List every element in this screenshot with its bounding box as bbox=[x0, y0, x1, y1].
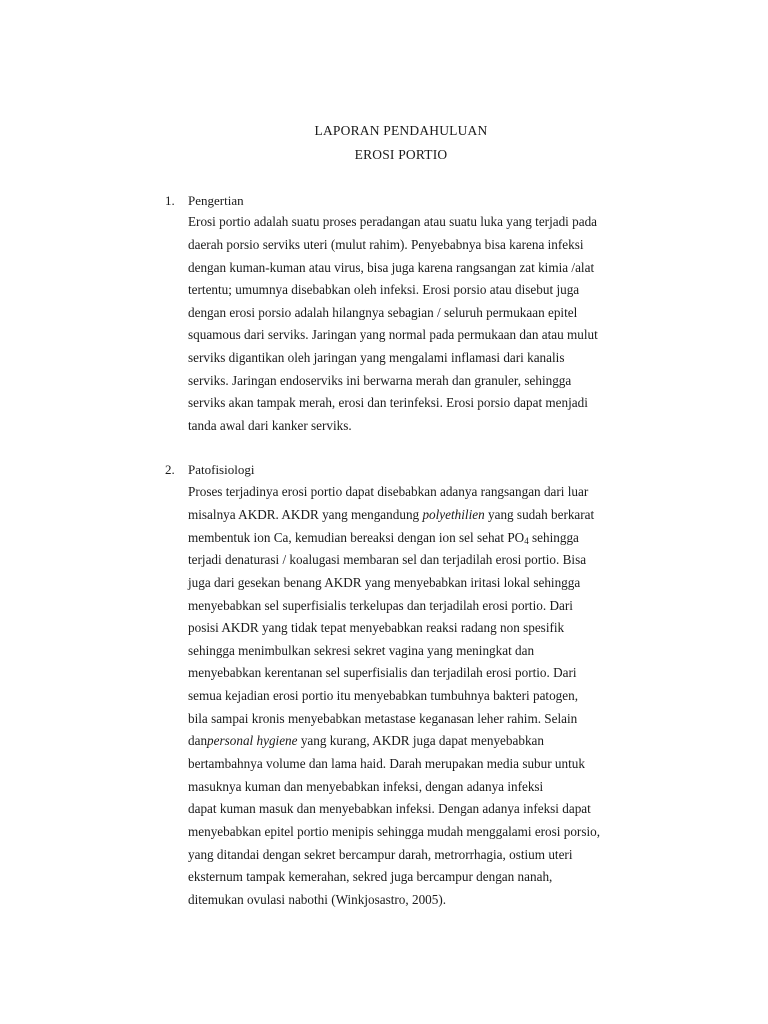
paragraph-line bbox=[188, 507, 594, 523]
paragraph-line: sehingga menimbulkan sekresi sekret vagina yang meningkat dan bbox=[188, 643, 535, 658]
paragraph-line: Proses terjadinya erosi portio dapat disebabkan adanya rangsangan dari luar bbox=[188, 484, 589, 499]
paragraph-line: semua kejadian erosi portio itu menyebabkan tumbuhnya bakteri patogen, bbox=[188, 688, 579, 703]
paragraph-line: eksternum tampak kemerahan, sekred juga bercampur dengan nanah, bbox=[188, 869, 553, 884]
paragraph-line: ditemukan ovulasi nabothi (Winkjosastro, 2005). bbox=[188, 892, 447, 907]
paragraph-line: posisi AKDR yang tidak tepat menyebabkan reaksi radang non spesifik bbox=[188, 620, 565, 635]
paragraph-line: bertambahnya volume dan lama haid. Darah merupakan media subur untuk bbox=[188, 756, 585, 771]
paragraph-line: bila sampai kronis menyebabkan metastase keganasan leher rahim. Selain bbox=[188, 711, 578, 726]
text-run: yang sudah berkarat bbox=[484, 507, 595, 522]
section-number: 2. bbox=[165, 462, 175, 477]
paragraph-line: tertentu; umumnya disebabkan oleh infeksi. Erosi porsio atau disebut juga bbox=[188, 282, 580, 297]
paragraph-line: menyebabkan sel superfisialis terkelupas dan terjadilah erosi portio. Dari bbox=[188, 598, 573, 613]
text-run: membentuk ion Ca, kemudian bereaksi dengan ion sel sehat PO bbox=[188, 530, 525, 545]
paragraph-line: serviks. Jaringan endoserviks ini berwarna merah dan granuler, sehingga bbox=[188, 373, 572, 388]
section-heading: Patofisiologi bbox=[188, 462, 255, 477]
text-run: yang kurang, AKDR juga dapat menyebabkan bbox=[297, 733, 544, 748]
paragraph-line: dengan erosi porsio adalah hilangnya sebagian / seluruh permukaan epitel bbox=[188, 305, 578, 320]
text-run: misalnya AKDR. AKDR yang mengandung bbox=[188, 507, 423, 522]
section-number: 1. bbox=[165, 193, 175, 208]
paragraph-line: dengan kuman-kuman atau virus, bisa juga karena rangsangan zat kimia /alat bbox=[188, 260, 595, 275]
italic-term: polyethilien bbox=[422, 507, 485, 522]
paragraph-line: Erosi portio adalah suatu proses peradangan atau suatu luka yang terjadi pada bbox=[188, 214, 598, 229]
paragraph-line bbox=[188, 733, 544, 749]
paragraph-line: squamous dari serviks. Jaringan yang normal pada permukaan dan atau mulut bbox=[188, 327, 598, 342]
italic-term: personal hygiene bbox=[207, 733, 298, 748]
subscript: 4 bbox=[524, 536, 529, 546]
paragraph-line: menyebabkan kerentanan sel superfisialis dan terjadilah erosi portio. Dari bbox=[188, 665, 577, 680]
paragraph-line: serviks digantikan oleh jaringan yang mengalami inflamasi dari kanalis bbox=[188, 350, 565, 365]
paragraph-line: masuknya kuman dan menyebabkan infeksi, dengan adanya infeksi bbox=[188, 779, 544, 794]
paragraph-line: menyebabkan epitel portio menipis sehingga mudah menggalami erosi porsio, bbox=[188, 824, 601, 839]
paragraph-line: terjadi denaturasi / koalugasi membaran sel dan terjadilah erosi portio. Bisa bbox=[188, 552, 587, 567]
paragraph-line: yang ditandai dengan sekret bercampur darah, metrorrhagia, ostium uteri bbox=[188, 847, 573, 862]
text-run: dan bbox=[188, 733, 208, 748]
paragraph-line: dapat kuman masuk dan menyebabkan infeksi. Dengan adanya infeksi dapat bbox=[188, 801, 591, 816]
section-heading: Pengertian bbox=[188, 193, 244, 208]
text-run: sehingga bbox=[528, 530, 579, 545]
document-subtitle: EROSI PORTIO bbox=[354, 147, 448, 162]
paragraph-line bbox=[188, 530, 579, 549]
paragraph-line: tanda awal dari kanker serviks. bbox=[188, 418, 352, 433]
paragraph-line: juga dari gesekan benang AKDR yang menyebabkan iritasi lokal sehingga bbox=[188, 575, 581, 590]
document-title: LAPORAN PENDAHULUAN bbox=[314, 123, 488, 138]
paragraph-line: daerah porsio serviks uteri (mulut rahim). Penyebabnya bisa karena infeksi bbox=[188, 237, 584, 252]
paragraph-line: serviks akan tampak merah, erosi dan terinfeksi. Erosi porsio dapat menjadi bbox=[188, 395, 588, 410]
